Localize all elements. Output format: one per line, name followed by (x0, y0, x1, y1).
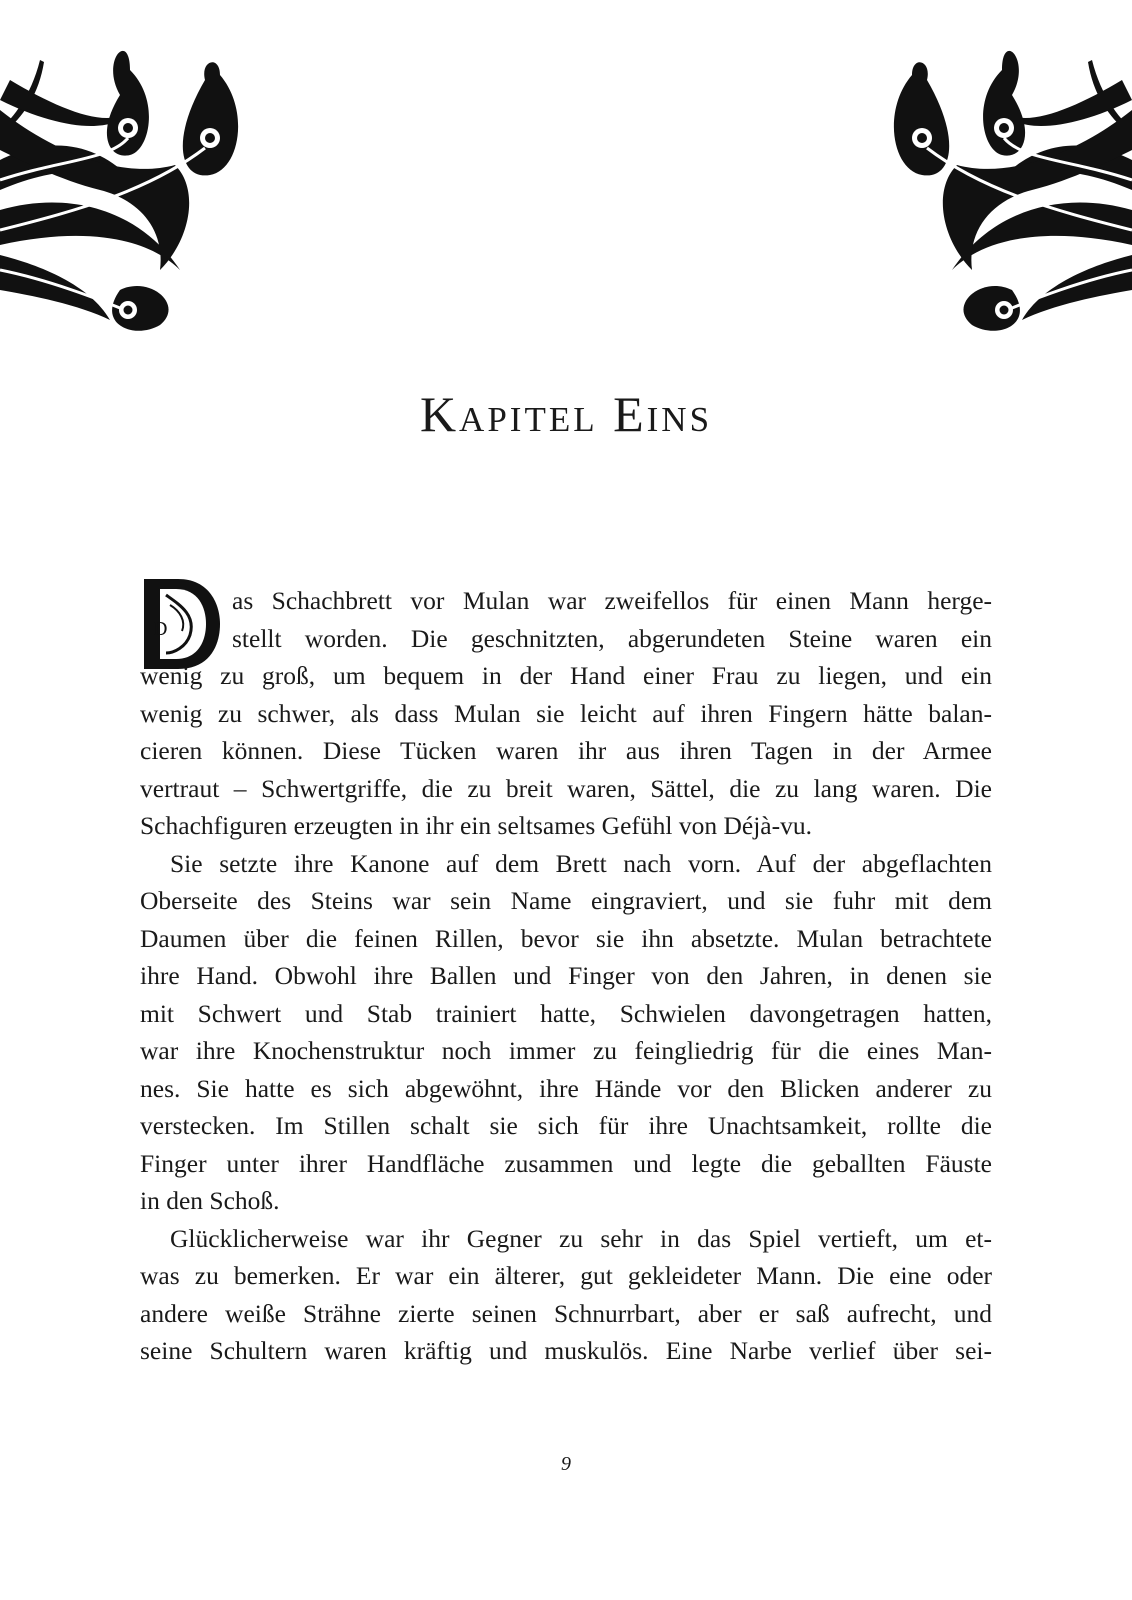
text-line: Finger unter ihrer Handfläche zusammen und legte die geballten Fäuste (140, 1148, 992, 1178)
drop-cap-letter: D (153, 618, 168, 640)
text-line: Daumen über die feinen Rillen, bevor sie ihn absetzte. Mulan betrachtete (140, 923, 992, 953)
text-line: cieren können. Diese Tücken waren ihr aus ihren Tagen in der Armee (140, 736, 992, 765)
chapter-title: Kapitel Eins (419, 386, 713, 442)
text-line: war ihre Knochenstruktur noch immer zu feingliedrig für die eines Man- (140, 1036, 992, 1065)
peacock-feather-ornament-right (832, 40, 1132, 340)
text-line: was zu bemerken. Er war ein älterer, gut gekleideter Mann. Die eine oder (140, 1261, 992, 1290)
text-line: ihre Hand. Obwohl ihre Ballen und Finger von den Jahren, in denen sie (140, 961, 992, 990)
text-line: stellt worden. Die geschnitzten, abgerundeten Steine waren ein (232, 623, 992, 653)
text-line: as Schachbrett vor Mulan war zweifellos für einen Mann herge- (232, 586, 992, 615)
text-line: in den Schoß. (140, 1186, 280, 1215)
peacock-feather-ornament-left (0, 40, 300, 340)
text-line: wenig zu schwer, als dass Mulan sie leicht auf ihren Fingern hätte balan- (140, 698, 992, 728)
text-line: nes. Sie hatte es sich abgewöhnt, ihre Hände vor den Blicken anderer zu (140, 1073, 992, 1103)
text-line: vertraut – Schwertgriffe, die zu breit waren, Sättel, die zu lang waren. Die (140, 773, 992, 803)
text-line: seine Schultern waren kräftig und muskulös. Eine Narbe verlief über sei- (140, 1336, 992, 1365)
text-line: Schachfiguren erzeugten in ihr ein seltsames Gefühl von Déjà-vu. (140, 811, 812, 840)
text-line: verstecken. Im Stillen schalt sie sich für ihre Unachtsamkeit, rollte die (140, 1111, 992, 1140)
chapter-body (140, 582, 992, 1370)
text-line: andere weiße Strähne zierte seinen Schnurrbart, aber er saß aufrecht, und (140, 1298, 992, 1328)
text-line: mit Schwert und Stab trainiert hatte, Schwielen davongetragen hatten, (140, 998, 992, 1028)
text-line: Glücklicherweise war ihr Gegner zu sehr in das Spiel vertieft, um et- (170, 1223, 992, 1253)
page-number: 9 (561, 1453, 571, 1475)
text-line: Oberseite des Steins war sein Name eingraviert, und sie fuhr mit dem (140, 886, 992, 915)
text-line: wenig zu groß, um bequem in der Hand einer Frau zu liegen, und ein (140, 661, 992, 690)
text-line: Sie setzte ihre Kanone auf dem Brett nach vorn. Auf der abgeflachten (170, 848, 992, 878)
